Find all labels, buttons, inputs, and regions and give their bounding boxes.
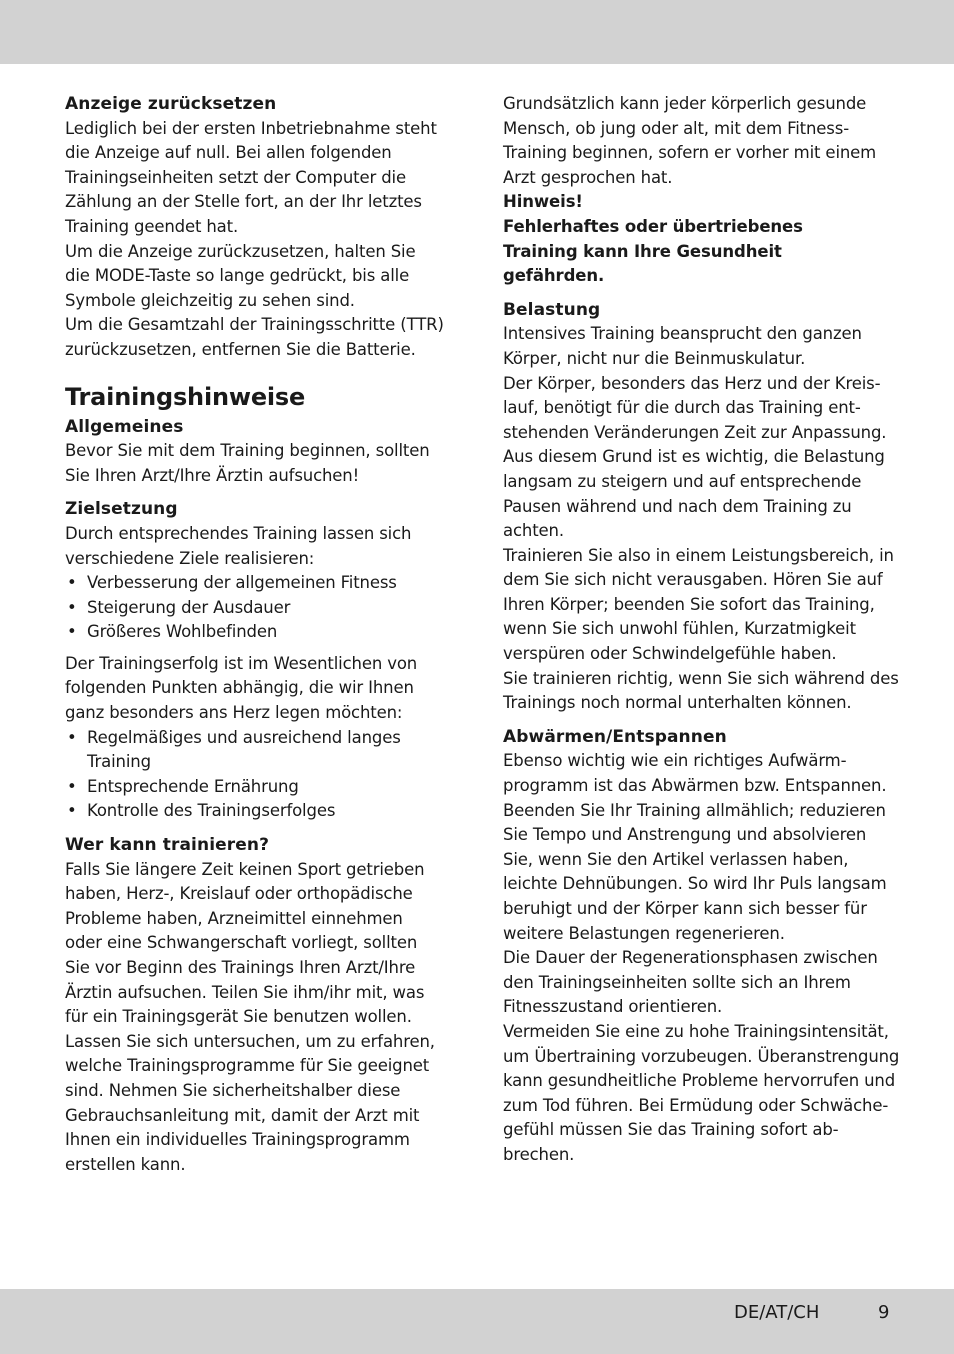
list-item: • Verbesserung der allgemeinen Fitness <box>65 571 437 596</box>
text-line: um Übertraining vorzubeugen. Überanstrengung <box>503 1046 900 1066</box>
text-line: haben, Herz-, Kreislauf oder orthopädische <box>65 884 413 904</box>
text-line: Grundsätzlich kann jeder körperlich gesunde <box>503 94 867 113</box>
text-line: welche Trainingsprogramme für Sie geeignet <box>65 1056 430 1076</box>
text-line: Intensives Training beansprucht den ganzen <box>503 324 862 344</box>
text-line: wenn Sie sich unwohl fühlen, Kurzatmigkeit <box>503 619 856 639</box>
text-line: Lassen Sie sich untersuchen, um zu erfahren, <box>65 1031 435 1051</box>
page-number: 9 <box>878 1302 890 1323</box>
intro-paragraph <box>503 92 895 190</box>
header-band <box>0 0 954 64</box>
note-line: gefährden. <box>503 266 605 286</box>
text-line: erstellen kann. <box>65 1154 186 1174</box>
load-heading: Belastung <box>503 299 601 320</box>
text-line: oder eine Schwangerschaft vorliegt, sollten <box>65 933 418 953</box>
footer-region-label: DE/AT/CH <box>734 1302 820 1323</box>
text-line: Sie Ihren Arzt/Ihre Ärztin aufsuchen! <box>65 465 360 485</box>
text-line: Arzt gesprochen hat. <box>503 167 673 187</box>
list-item: • Steigerung der Ausdauer <box>65 596 437 621</box>
note-line: Training kann Ihre Gesundheit <box>503 241 782 261</box>
text-line: kann gesundheitliche Probleme hervorrufen und <box>503 1071 896 1091</box>
text-line: Um die Anzeige zurückzusetzen, halten Sie <box>65 241 416 261</box>
text-line: achten. <box>503 521 564 541</box>
goal-heading: Zielsetzung <box>65 499 178 520</box>
text-line: Sie Tempo und Anstrengung und absolvieren <box>503 825 867 845</box>
who-paragraph <box>65 858 437 1178</box>
note-label: Hinweis! <box>503 192 583 212</box>
who-heading: Wer kann trainieren? <box>65 835 270 856</box>
warm-heading: Abwärmen/Entspannen <box>503 726 727 747</box>
text-line: Aus diesem Grund ist es wichtig, die Belastung <box>503 447 885 467</box>
left-column <box>65 92 444 1177</box>
text-line: stehenden Veränderungen Zeit zur Anpassung. <box>503 422 887 442</box>
text-line: Vermeiden Sie eine zu hohe Trainingsintensität, <box>503 1021 889 1041</box>
text-line: zum Tod führen. Bei Ermüdung oder Schwäche- <box>503 1095 889 1115</box>
text-line: Durch entsprechendes Training lassen sich <box>65 523 412 543</box>
text-line: sind. Nehmen Sie sicherheitshalber diese <box>65 1080 401 1100</box>
text-line: Trainings noch normal unterhalten können. <box>503 693 852 713</box>
list-item: • Kontrolle des Trainingserfolges <box>65 799 437 824</box>
right-column <box>503 92 900 1168</box>
text-line: Sie trainieren richtig, wenn Sie sich während des <box>503 668 899 688</box>
text-line: Der Trainingserfolg ist im Wesentlichen von <box>65 653 418 673</box>
text-line: Training geendet hat. <box>65 216 239 236</box>
text-line: programm ist das Abwärmen bzw. Entspannen. <box>503 776 887 796</box>
warning-note <box>503 190 895 288</box>
text-line: Pausen während und nach dem Training zu <box>503 496 852 516</box>
text-line: lauf, benötigt für die durch das Training ent- <box>503 398 861 418</box>
text-line: Der Körper, besonders das Herz und der Kreis- <box>503 373 881 393</box>
text-line: für ein Trainingsgerät Sie benutzen wollen. <box>65 1007 412 1027</box>
text-line: Ärztin aufsuchen. Teilen Sie ihm/ihr mit, was <box>65 982 425 1002</box>
text-line: die MODE-Taste so lange gedrückt, bis alle <box>65 266 410 286</box>
text-line: Falls Sie längere Zeit keinen Sport getrieben <box>65 859 425 879</box>
text-line: leichte Dehnübungen. So wird Ihr Puls langsam <box>503 874 887 894</box>
list-item-continuation: Training <box>87 752 151 772</box>
goal-list <box>65 571 437 645</box>
text-line: Die Dauer der Regenerationsphasen zwischen <box>503 948 878 968</box>
text-line: beruhigt und der Körper kann sich besser für <box>503 899 867 918</box>
text-line: Sie vor Beginn des Trainings Ihren Arzt/Ihre <box>65 958 416 977</box>
text-line: Ebenso wichtig wie ein richtiges Aufwärm- <box>503 751 847 771</box>
load-paragraph <box>503 322 899 716</box>
text-line: Fitnesszustand orientieren. <box>503 997 723 1017</box>
list-item: • Entsprechende Ernährung <box>65 775 437 800</box>
text-line: Beenden Sie Ihr Training allmählich; reduzieren <box>503 800 886 820</box>
text-line: Zählung an der Stelle fort, an der Ihr letztes <box>65 192 422 212</box>
text-line: Probleme haben, Arzneimittel einnehmen <box>65 908 403 928</box>
text-line: folgenden Punkten abhängig, die wir Ihnen <box>65 678 414 698</box>
text-line: den Trainingseinheiten sollte sich an Ihrem <box>503 972 851 992</box>
text-line: Mensch, ob jung oder alt, mit dem Fitness- <box>503 118 850 138</box>
text-line: Sie, wenn Sie den Artikel verlassen haben, <box>503 849 849 869</box>
warm-paragraph <box>503 749 900 1167</box>
section-title: Trainingshinweise <box>65 382 306 411</box>
text-line: weitere Belastungen regenerieren. <box>503 923 785 943</box>
text-line: brechen. <box>503 1144 575 1164</box>
text-line: Training beginnen, sofern er vorher mit einem <box>503 143 877 163</box>
success-list <box>65 726 437 824</box>
text-line: Symbole gleichzeitig zu sehen sind. <box>65 290 355 310</box>
list-item: • Größeres Wohlbefinden <box>65 620 437 645</box>
text-line: Ihren Körper; beenden Sie sofort das Training, <box>503 594 875 614</box>
text-line: die Anzeige auf null. Bei allen folgenden <box>65 143 392 163</box>
text-line: Ihnen ein individuelles Trainingsprogramm <box>65 1130 410 1150</box>
text-line: Lediglich bei der ersten Inbetriebnahme steht <box>65 118 437 138</box>
list-item: • Regelmäßiges und ausreichend langes <box>65 726 437 751</box>
reset-heading: Anzeige zurücksetzen <box>65 94 277 114</box>
reset-paragraph <box>65 117 444 363</box>
text-line: verspüren oder Schwindelgefühle haben. <box>503 644 837 664</box>
text-line: gefühl müssen Sie das Training sofort ab- <box>503 1120 839 1140</box>
text-line: langsam zu steigern und auf entsprechende <box>503 471 862 491</box>
text-line: zurückzusetzen, entfernen Sie die Batterie. <box>65 339 416 359</box>
text-line: verschiedene Ziele realisieren: <box>65 548 315 568</box>
text-line: Um die Gesamtzahl der Trainingsschritte (TTR) <box>65 315 444 335</box>
text-line: Körper, nicht nur die Beinmuskulatur. <box>503 348 806 368</box>
text-line: Trainingseinheiten setzt der Computer die <box>65 167 406 187</box>
text-line: dem Sie sich nicht verausgaben. Hören Sie auf <box>503 570 883 590</box>
text-line: ganz besonders ans Herz legen möchten: <box>65 703 403 723</box>
text-line: Trainieren Sie also in einem Leistungsbereich, in <box>503 545 894 565</box>
text-line: Bevor Sie mit dem Training beginnen, sollten <box>65 441 430 461</box>
note-line: Fehlerhaftes oder übertriebenes <box>503 216 803 236</box>
text-line: Gebrauchsanleitung mit, damit der Arzt mit <box>65 1105 420 1125</box>
general-heading: Allgemeines <box>65 416 184 437</box>
